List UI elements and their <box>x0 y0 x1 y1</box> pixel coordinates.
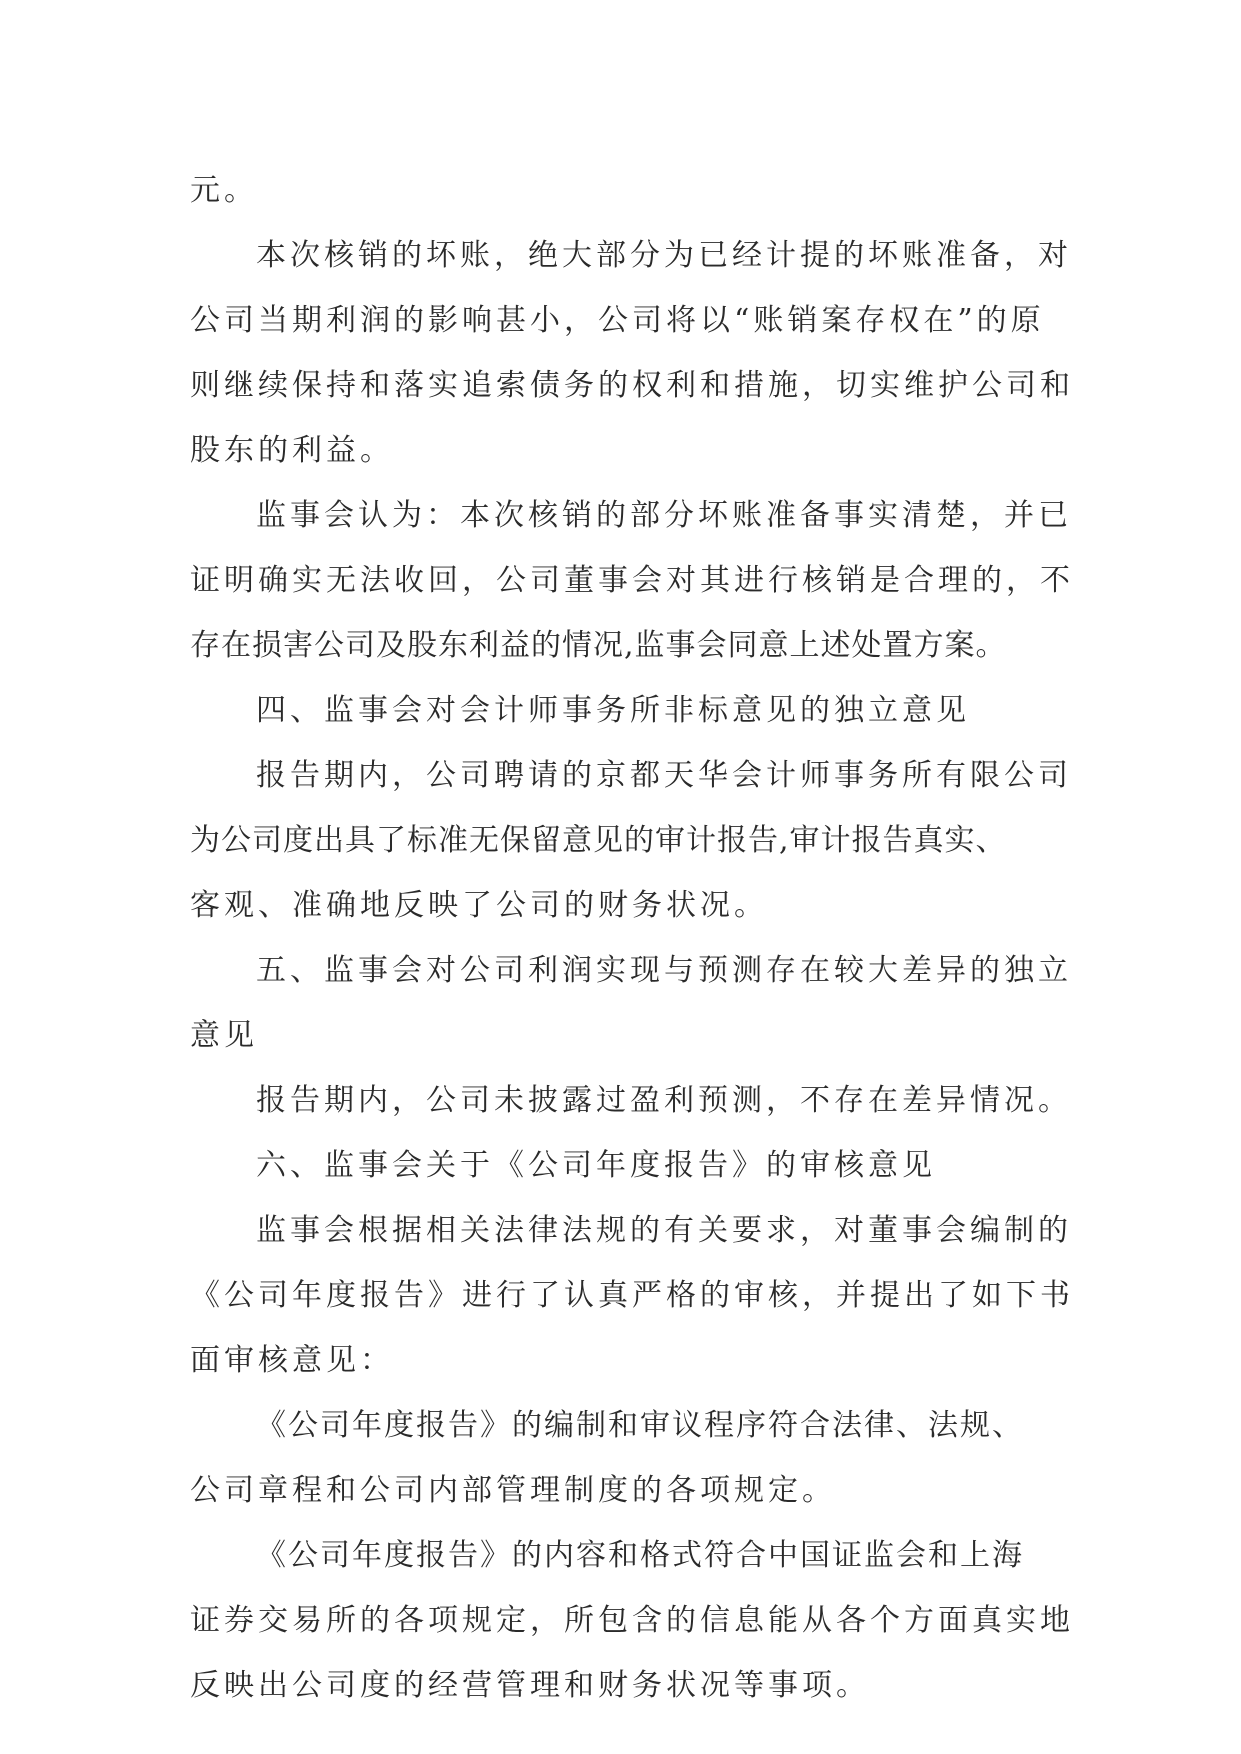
text-line: 证明确实无法收回，公司董事会对其进行核销是合理的，不 <box>190 563 1074 598</box>
text-line: 公司当期利润的影响甚小，公司将以“账销案存权在”的原 <box>190 303 1045 338</box>
text-line: 意见 <box>190 1018 258 1053</box>
section-heading-5: 五、监事会对公司利润实现与预测存在较大差异的独立 <box>256 953 1072 988</box>
text-line: 存在损害公司及股东利益的情况,监事会同意上述处置方案。 <box>190 628 1007 663</box>
paragraph-start: 本次核销的坏账，绝大部分为已经计提的坏账准备，对 <box>256 238 1072 273</box>
text-line: 证券交易所的各项规定，所包含的信息能从各个方面真实地 <box>190 1603 1074 1638</box>
text-line: 股东的利益。 <box>190 433 394 468</box>
text-line: 公司章程和公司内部管理制度的各项规定。 <box>190 1473 836 1508</box>
paragraph-start: 监事会根据相关法律法规的有关要求，对董事会编制的 <box>256 1213 1072 1248</box>
text-line: 《公司年度报告》进行了认真严格的审核，并提出了如下书 <box>190 1278 1074 1313</box>
paragraph-start: 报告期内，公司未披露过盈利预测，不存在差异情况。 <box>256 1083 1072 1118</box>
document-body <box>190 158 1074 1718</box>
text-line: 面审核意见： <box>190 1343 394 1378</box>
text-line: 则继续保持和落实追索债务的权利和措施，切实维护公司和 <box>190 368 1074 403</box>
paragraph-start: 报告期内，公司聘请的京都天华会计师事务所有限公司 <box>256 758 1072 793</box>
section-heading-4: 四、监事会对会计师事务所非标意见的独立意见 <box>256 693 970 728</box>
text-line: 为公司度出具了标准无保留意见的审计报告,审计报告真实、 <box>190 823 1007 858</box>
text-line: 元。 <box>190 173 258 208</box>
text-line: 客观、准确地反映了公司的财务状况。 <box>190 888 768 923</box>
section-heading-6: 六、监事会关于《公司年度报告》的审核意见 <box>256 1148 936 1183</box>
paragraph-start: 监事会认为：本次核销的部分坏账准备事实清楚，并已 <box>256 498 1072 533</box>
paragraph-start: 《公司年度报告》的内容和格式符合中国证监会和上海 <box>256 1538 1024 1573</box>
paragraph-start: 《公司年度报告》的编制和审议程序符合法律、法规、 <box>256 1408 1024 1443</box>
text-line: 反映出公司度的经营管理和财务状况等事项。 <box>190 1668 870 1703</box>
